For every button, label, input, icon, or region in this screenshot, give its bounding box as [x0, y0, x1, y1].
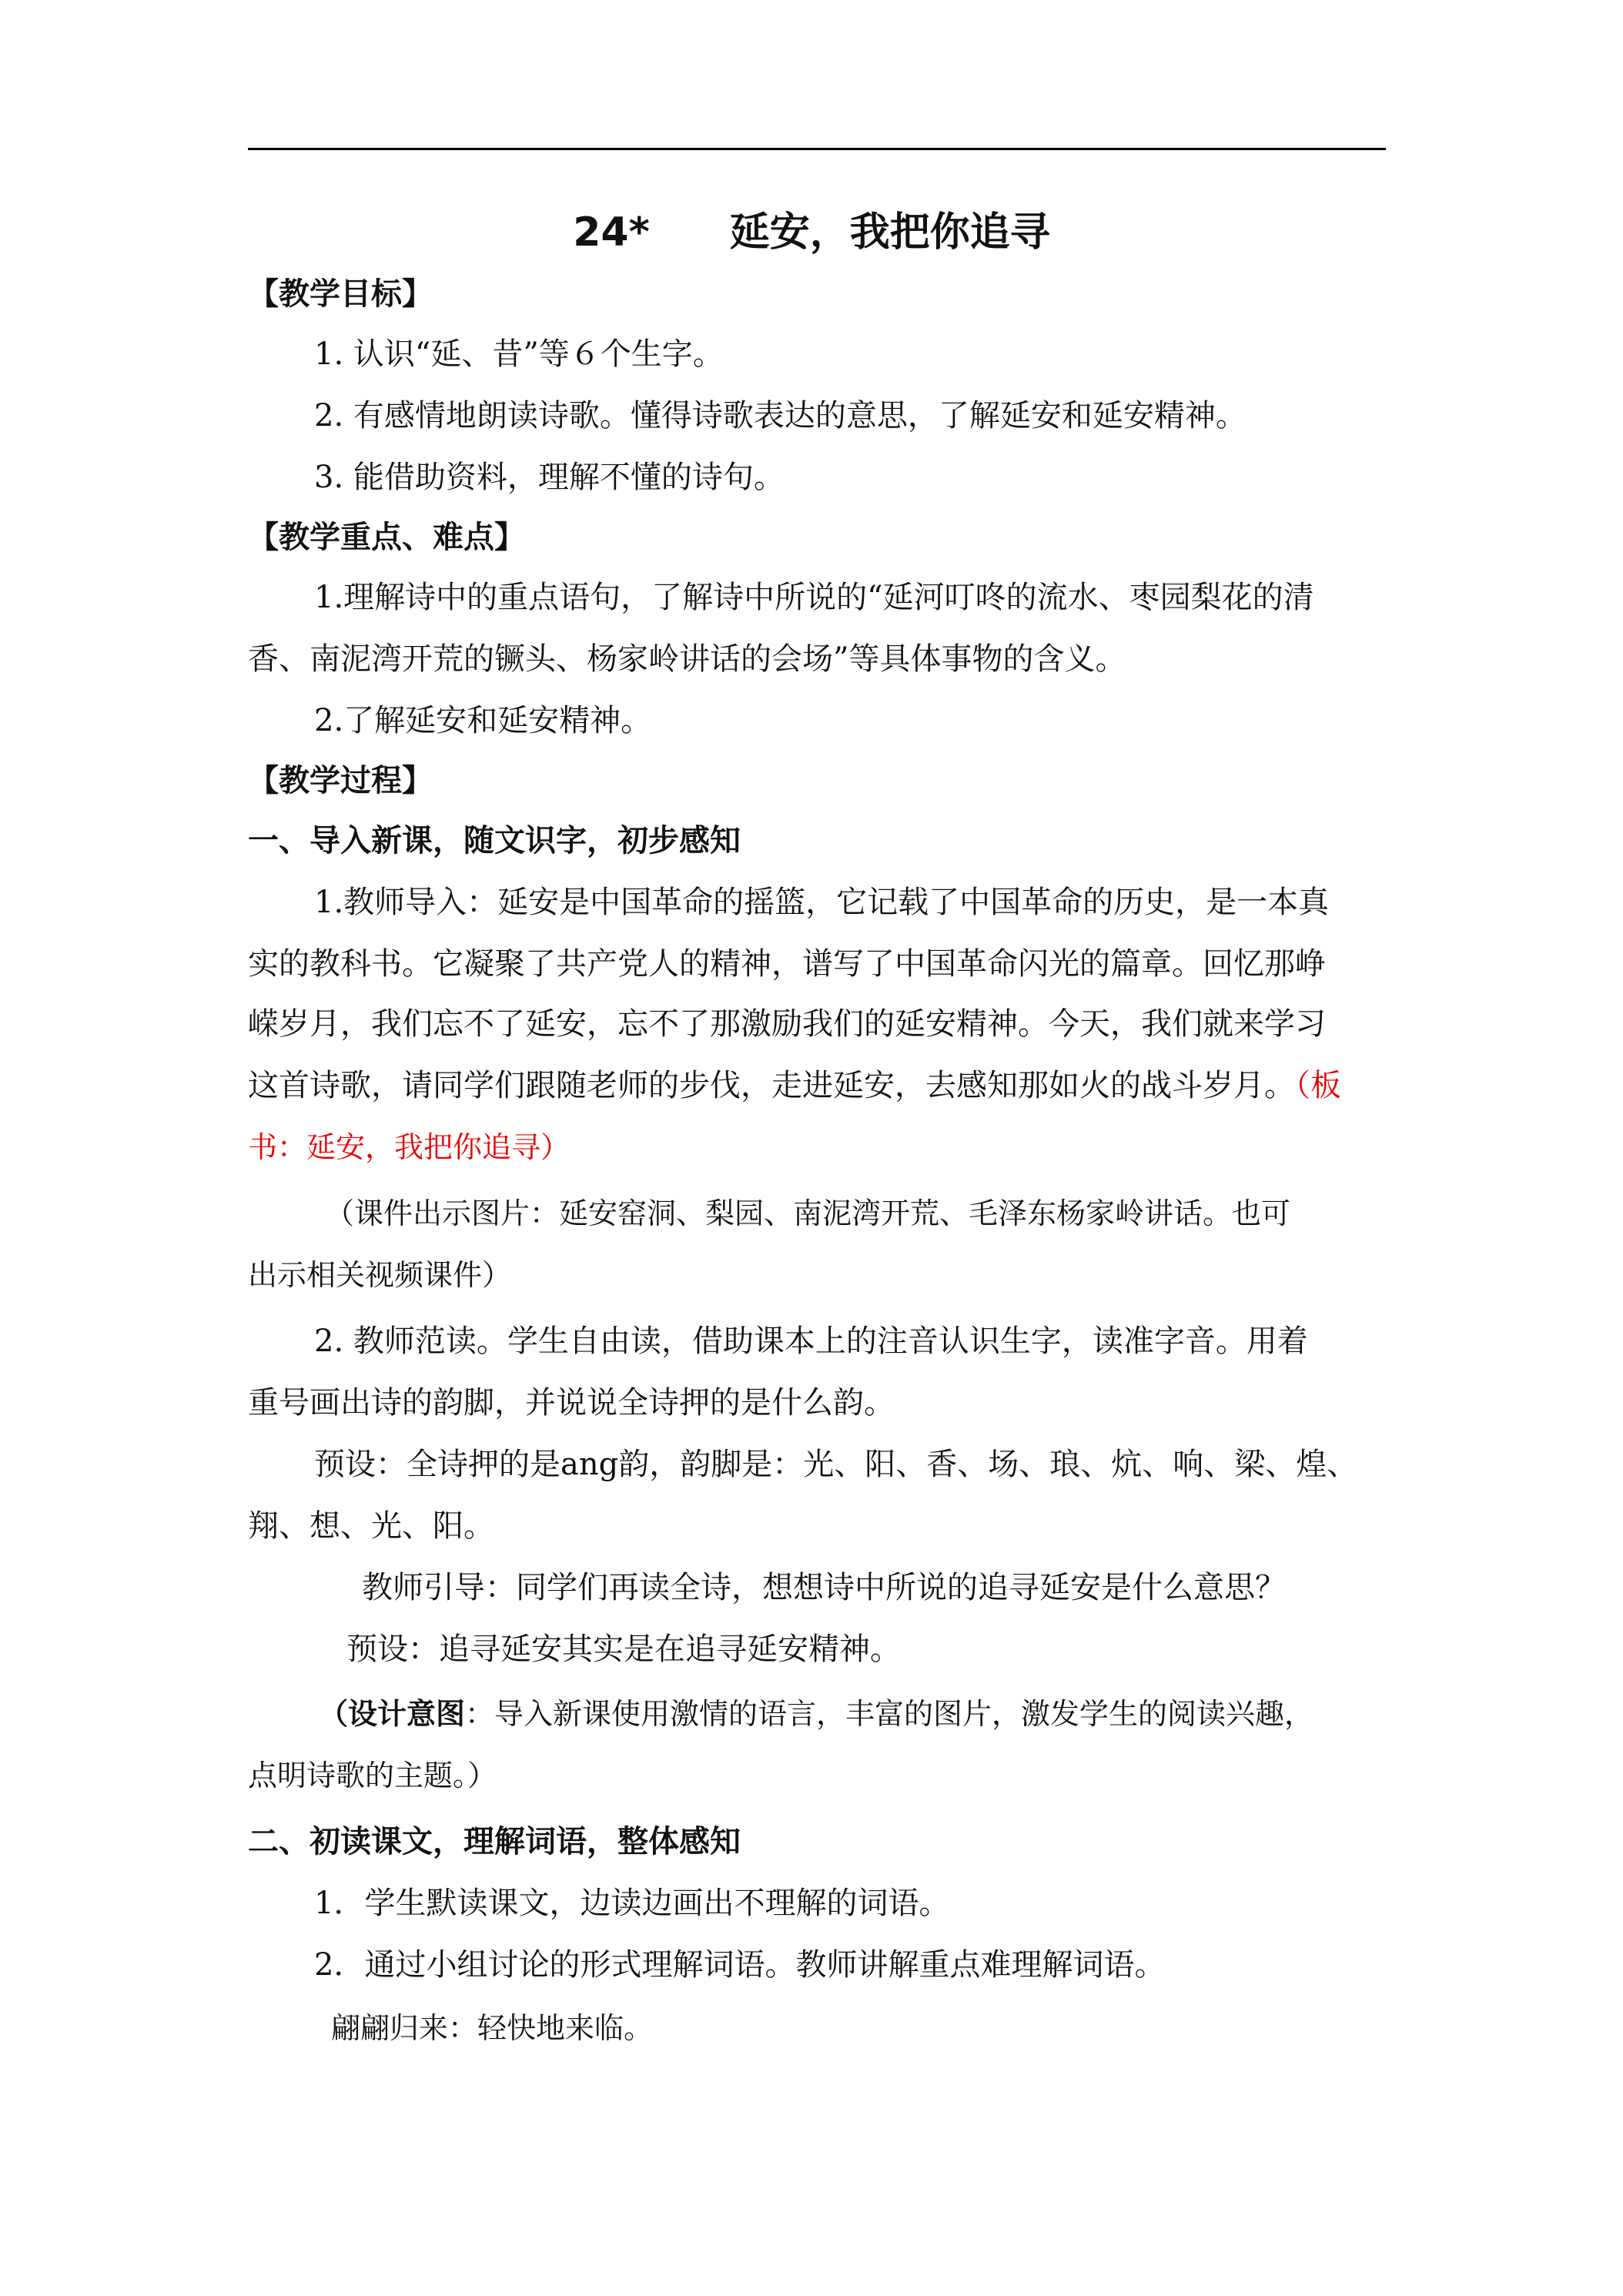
process-heading: 【教学过程】 — [248, 763, 433, 798]
part2-heading: 二、初读课文，理解词语，整体感知 — [248, 1824, 741, 1859]
intro-line-4-text: 这首诗歌，请同学们跟随老师的步伐，走进延安，去感知那如火的战斗岁月。 — [248, 1068, 1295, 1103]
reading-line-2: 重号画出诗的韵脚，并说说全诗押的是什么韵。 — [248, 1385, 895, 1421]
intro-line-2: 实的教科书。它凝聚了共产党人的精神，谱写了中国革命闪光的篇章。回忆那峥 — [248, 946, 1326, 982]
teacher-guide: 教师引导：同学们再读全诗，想想诗中所说的追寻延安是什么意思？ — [362, 1570, 1286, 1605]
key-point-2: 2.了解延安和延安精神。 — [314, 703, 652, 738]
intro-line-3: 嵘岁月，我们忘不了延安，忘不了那激励我们的延安精神。今天，我们就来学习 — [248, 1006, 1326, 1042]
design-intent-label: （设计意图 — [319, 1696, 466, 1731]
design-intent-text: ：导入新课使用激情的语言，丰富的图片，激发学生的阅读兴趣， — [465, 1697, 1314, 1731]
key-points-heading: 【教学重点、难点】 — [248, 520, 525, 555]
intro-line-4 — [248, 1063, 1341, 1109]
word-explanation: 翩翩归来：轻快地来临。 — [331, 2011, 654, 2045]
header-rule — [248, 148, 1386, 150]
part1-heading: 一、导入新课，随文识字，初步感知 — [248, 823, 741, 858]
preset-1-line-1: 预设：全诗押的是ang韵，韵脚是：光、阳、香、场、琅、炕、响、梁、煌、 — [314, 1447, 1358, 1482]
part2-item-2: 2．通过小组讨论的形式理解词语。教师讲解重点难理解词语。 — [314, 1947, 1166, 1983]
design-intent-line-1 — [319, 1691, 1313, 1737]
courseware-line-2: 出示相关视频课件） — [248, 1258, 512, 1292]
board-note-start: （板 — [1295, 1068, 1341, 1103]
design-intent-line-2: 点明诗歌的主题。） — [248, 1759, 497, 1792]
preset-2: 预设：追寻延安其实是在追寻延安精神。 — [346, 1632, 901, 1667]
key-point-1-line-1: 1.理解诗中的重点语句，了解诗中所说的“延河叮咚的流水、枣园梨花的清 — [314, 580, 1314, 615]
key-point-1-line-2: 香、南泥湾开荒的镢头、杨家岭讲话的会场”等具体事物的含义。 — [248, 641, 1126, 677]
intro-line-1: 1.教师导入：延安是中国革命的摇篮，它记载了中国革命的历史，是一本真 — [314, 885, 1330, 920]
objective-item-1: 1. 认识“延、昔”等６个生字。 — [314, 336, 724, 372]
preset-1-line-2: 翔、想、光、阳。 — [248, 1508, 494, 1544]
board-note-end: 书：延安，我把你追寻） — [248, 1130, 571, 1164]
page-title: 24* 延安，我把你追寻 — [573, 209, 1050, 256]
reading-line-1: 2. 教师范读。学生自由读，借助课本上的注音认识生字，读准字音。用着 — [314, 1324, 1308, 1359]
part2-item-1: 1．学生默读课文，边读边画出不理解的词语。 — [314, 1886, 950, 1921]
objectives-heading: 【教学目标】 — [248, 276, 433, 312]
objective-item-2: 2. 有感情地朗读诗歌。懂得诗歌表达的意思，了解延安和延安精神。 — [314, 398, 1247, 433]
objective-item-3: 3. 能借助资料，理解不懂的诗句。 — [314, 460, 785, 495]
courseware-line-1: （课件出示图片：延安窑洞、梨园、南泥湾开荒、毛泽东杨家岭讲话。也可 — [325, 1197, 1291, 1230]
